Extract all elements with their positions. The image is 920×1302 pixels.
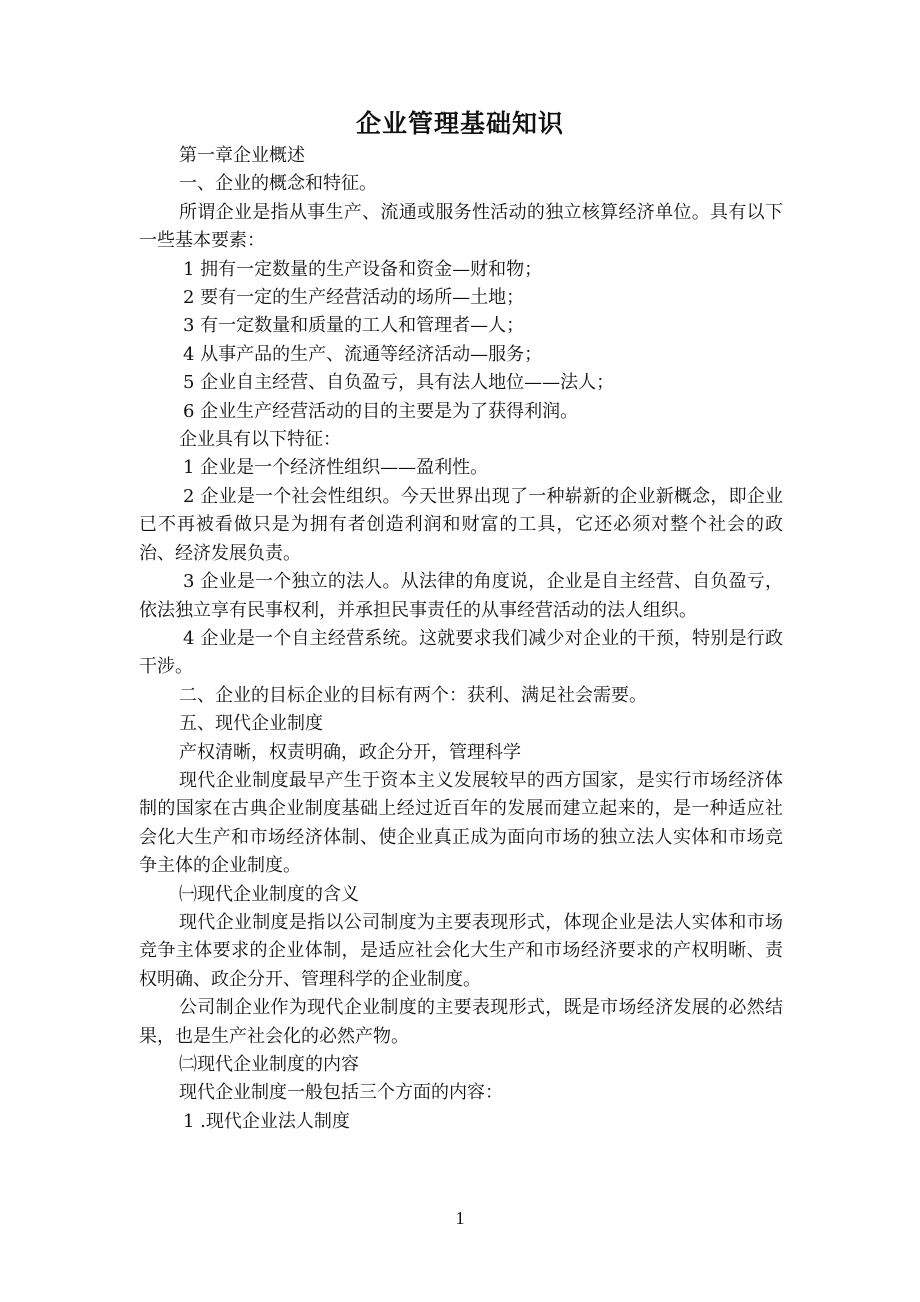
- paragraph: 现代企业制度是指以公司制度为主要表现形式，体现企业是法人实体和市场竞争主体要求的企业体制，是适应社会化大生产和市场经济要求的产权明晰、责权明确、政企分开、管理科学的企业制度。: [139, 911, 783, 990]
- paragraph: 现代企业制度一般包括三个方面的内容：: [179, 1082, 503, 1104]
- list-item: 5 企业自主经营、自负盈亏，具有法人地位——法人；: [183, 372, 615, 394]
- paragraph: 公司制企业作为现代企业制度的主要表现形式，既是市场经济发展的必然结果，也是生产社会化的必然产物。: [139, 997, 783, 1047]
- paragraph: 所谓企业是指从事生产、流通或服务性活动的独立核算经济单位。具有以下一些基本要素：: [139, 201, 783, 252]
- list-item: 1 拥有一定数量的生产设备和资金—财和物；: [183, 258, 543, 280]
- list-item: 2 企业是一个社会性组织。今天世界出现了一种崭新的企业新概念，即企业已不再被看做只是为拥有者创造利润和财富的工具，它还必须对整个社会的政治、经济发展负责。: [139, 485, 783, 564]
- list-item: 3 企业是一个独立的法人。从法律的角度说，企业是自主经营、自负盈亏，依法独立享有民事权利，并承担民事责任的从事经营活动的法人组织。: [139, 571, 783, 621]
- list-item: 6 企业生产经营活动的目的主要是为了获得利润。: [183, 400, 579, 422]
- section-heading: 五、现代企业制度: [179, 713, 323, 735]
- list-item: 2 要有一定的生产经营活动的场所—土地；: [183, 287, 525, 309]
- list-item: 1 .现代企业法人制度: [183, 1110, 350, 1132]
- list-item: 3 有一定数量和质量的工人和管理者—人；: [183, 315, 525, 337]
- section-heading: 一、企业的概念和特征。: [179, 173, 377, 195]
- paragraph: 现代企业制度最早产生于资本主义发展较早的西方国家，是实行市场经济体制的国家在古典企业制度基础上经过近百年的发展而建立起来的，是一种适应社会化大生产和市场经济体制、使企业真正成为面向市场的独立法人实体和市场竞争主体的企业制度。: [139, 769, 783, 877]
- paragraph: 产权清晰，权责明确，政企分开，管理科学: [179, 741, 521, 763]
- list-item: 4 从事产品的生产、流通等经济活动—服务；: [183, 343, 543, 365]
- paragraph: 企业具有以下特征：: [179, 429, 341, 451]
- list-item: 4 企业是一个自主经营系统。这就要求我们减少对企业的干预，特别是行政干涉。: [139, 627, 783, 678]
- document-title: 企业管理基础知识: [355, 109, 564, 138]
- subsection-heading: ㈡现代企业制度的内容: [179, 1054, 359, 1075]
- section-heading: 二、企业的目标企业的目标有两个：获利、满足社会需要。: [179, 684, 647, 706]
- subsection-heading: ㈠现代企业制度的含义: [179, 883, 359, 905]
- page-number: 1: [455, 1208, 465, 1228]
- chapter-heading: 第一章企业概述: [179, 145, 305, 166]
- document-body: [139, 142, 783, 1136]
- list-item: 1 企业是一个经济性组织——盈利性。: [183, 457, 489, 479]
